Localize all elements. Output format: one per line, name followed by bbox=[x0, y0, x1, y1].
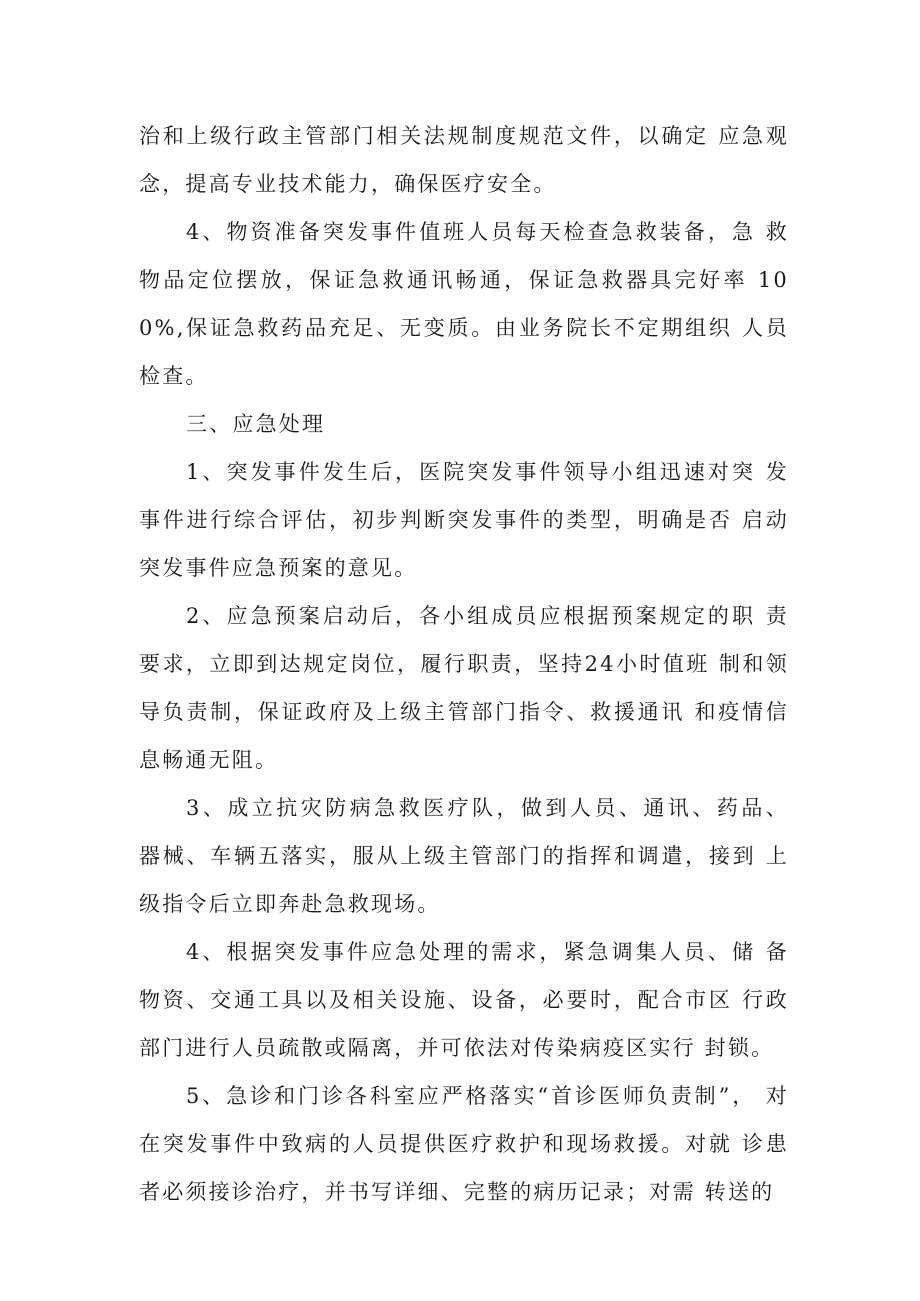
paragraph-material-preparation: 4、物资准备突发事件值班人员每天检查急救装备，急 救物品定位摆放，保证急救通讯畅通，保证急救器具完好率 100%,保证急救药品充足、无变质。由业务院长不定期组织 人员检查。 bbox=[139, 220, 789, 388]
document-body bbox=[139, 112, 789, 1216]
paragraph-item-1: 1、突发事件发生后，医院突发事件领导小组迅速对突 发事件进行综合评估，初步判断突发事件的类型，明确是否 启动突发事件应急预案的意见。 bbox=[139, 460, 789, 580]
paragraph-item-5: 5、急诊和门诊各科室应严格落实“首诊医师负责制”， 对在突发事件中致病的人员提供医疗救护和现场救援。对就 诊患者必须接诊治疗，并书写详细、完整的病历记录；对需 转送的 bbox=[139, 1084, 789, 1204]
paragraph-item-4: 4、根据突发事件应急处理的需求，紧急调集人员、储 备物资、交通工具以及相关设施、设备，必要时，配合市区 行政部门进行人员疏散或隔离，并可依法对传染病疫区实行 封锁。 bbox=[139, 940, 789, 1060]
section-heading-emergency-handling: 三、应急处理 bbox=[186, 412, 326, 436]
paragraph-item-3: 3、成立抗灾防病急救医疗队，做到人员、通讯、药品、 器械、车辆五落实，服从上级主管部门的指挥和调遣，接到 上级指令后立即奔赴急救现场。 bbox=[139, 796, 789, 916]
paragraph-item-2: 2、应急预案启动后，各小组成员应根据预案规定的职 责要求，立即到达规定岗位，履行职责，坚持24小时值班 制和领导负责制，保证政府及上级主管部门指令、救援通讯 和疫情信息畅通无阻。 bbox=[139, 604, 789, 772]
paragraph-continuation: 治和上级行政主管部门相关法规制度规范文件，以确定 应急观念，提高专业技术能力，确保医疗安全。 bbox=[139, 124, 789, 196]
